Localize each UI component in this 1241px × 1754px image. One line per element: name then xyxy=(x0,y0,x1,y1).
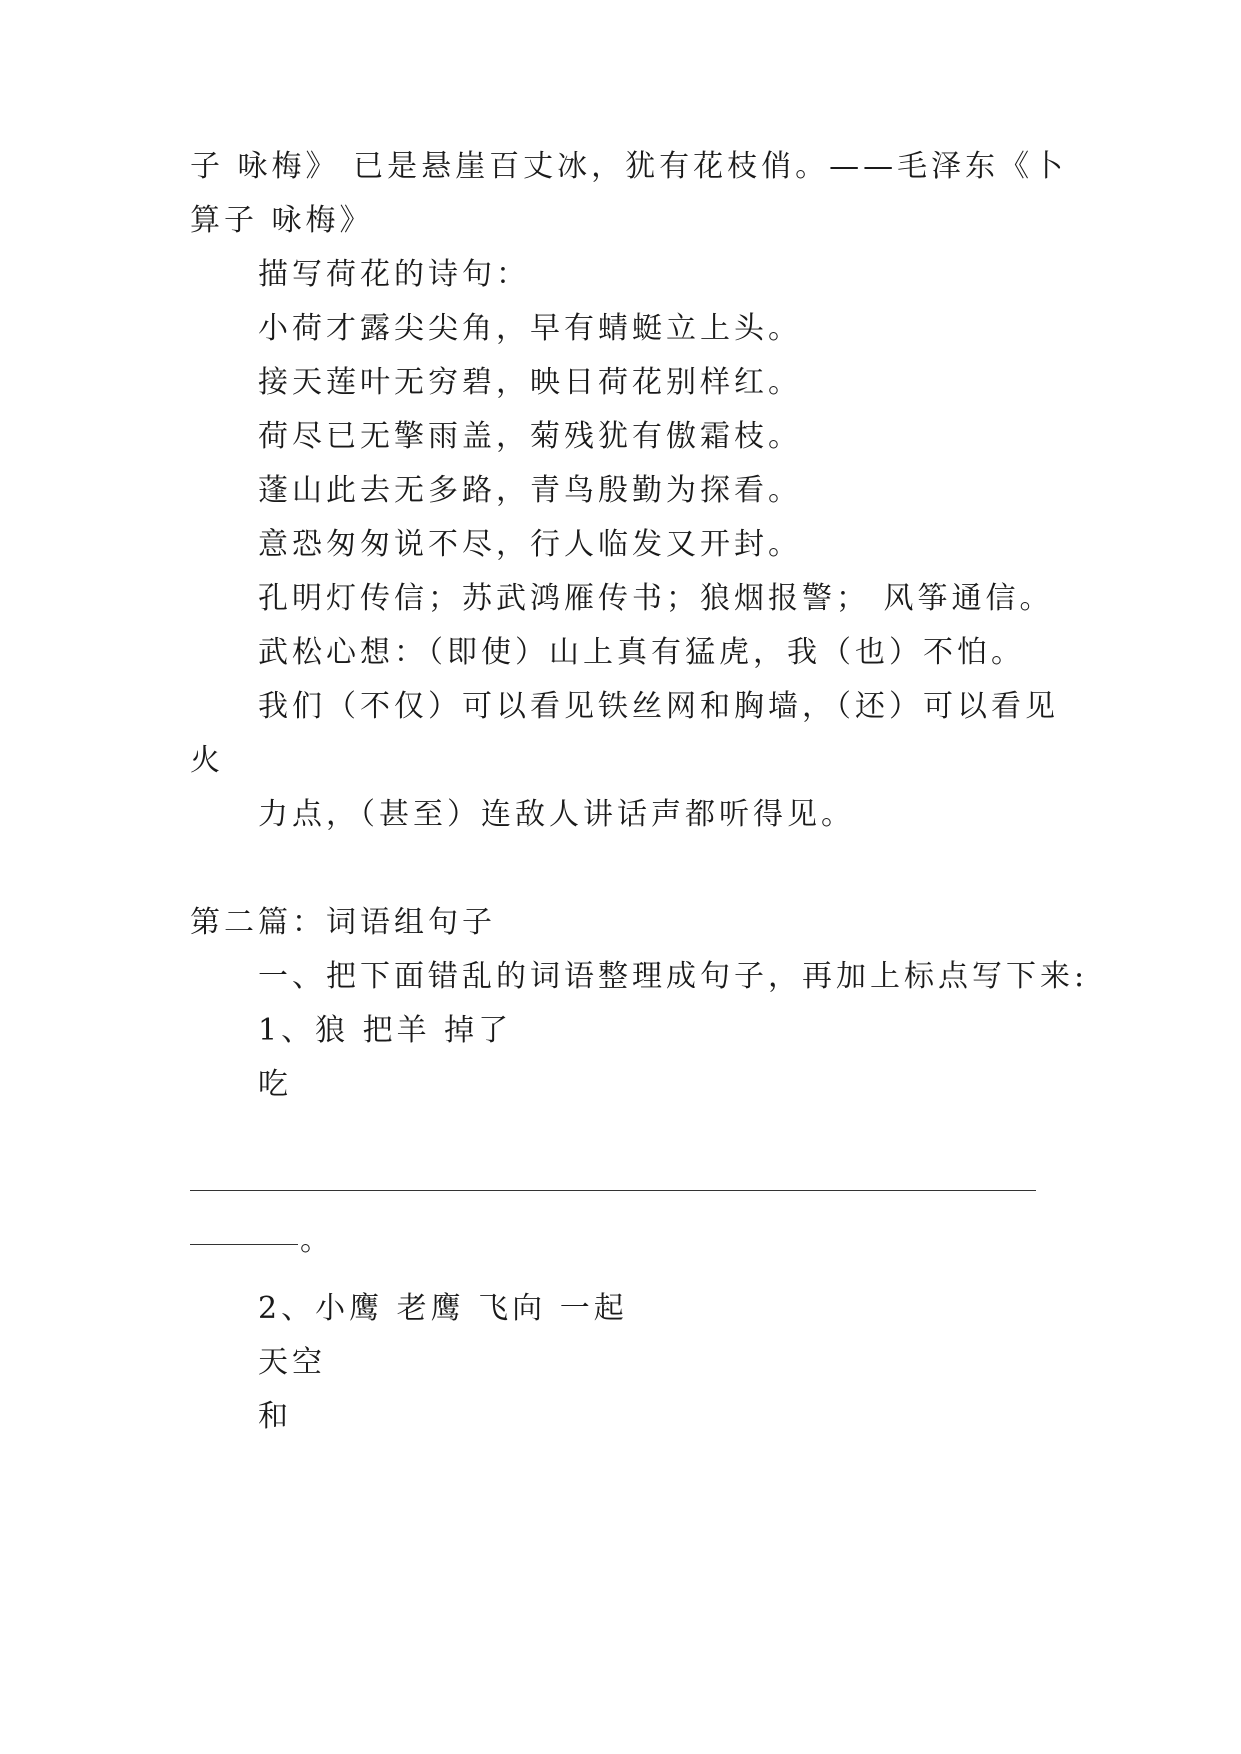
poem-line: 接天莲叶无穷碧，映日荷花别样红。 xyxy=(258,365,802,400)
exercise-word: 和 xyxy=(258,1399,292,1434)
text-line: 子 咏梅》 已是悬崖百丈冰，犹有花枝俏。——毛泽东《卜 xyxy=(190,149,1068,184)
text-line: 武松心想：（即使）山上真有猛虎，我（也）不怕。 xyxy=(258,635,1025,670)
poem-line: 意恐匆匆说不尽，行人临发又开封。 xyxy=(258,527,802,562)
section-heading: 描写荷花的诗句： xyxy=(258,257,530,292)
answer-period: 。 xyxy=(300,1223,330,1258)
text-line: 力点，（甚至）连敌人讲话声都听得见。 xyxy=(258,797,855,832)
exercise-instruction: 一、把下面错乱的词语整理成句子，再加上标点写下来: xyxy=(258,959,1089,994)
exercise-item: 2、小鹰 老鹰 飞向 一起 xyxy=(258,1291,628,1326)
text-line: 火 xyxy=(190,743,224,778)
exercise-item: 1、狼 把羊 掉了 xyxy=(258,1013,513,1048)
chapter-title: 第二篇：词语组句子 xyxy=(190,905,496,940)
answer-line xyxy=(190,1190,1036,1191)
answer-line xyxy=(190,1244,298,1245)
exercise-word: 天空 xyxy=(258,1345,326,1380)
poem-line: 小荷才露尖尖角，早有蜻蜓立上头。 xyxy=(258,311,802,346)
poem-line: 荷尽已无擎雨盖，菊残犹有傲霜枝。 xyxy=(258,419,802,454)
poem-line: 蓬山此去无多路，青鸟殷勤为探看。 xyxy=(258,473,802,508)
text-line: 我们（不仅）可以看见铁丝网和胸墙，（还）可以看见 xyxy=(258,689,1059,724)
text-line: 孔明灯传信；苏武鸿雁传书；狼烟报警； 风筝通信。 xyxy=(258,581,1054,616)
exercise-word: 吃 xyxy=(258,1067,292,1102)
text-line: 算子 咏梅》 xyxy=(190,203,374,238)
